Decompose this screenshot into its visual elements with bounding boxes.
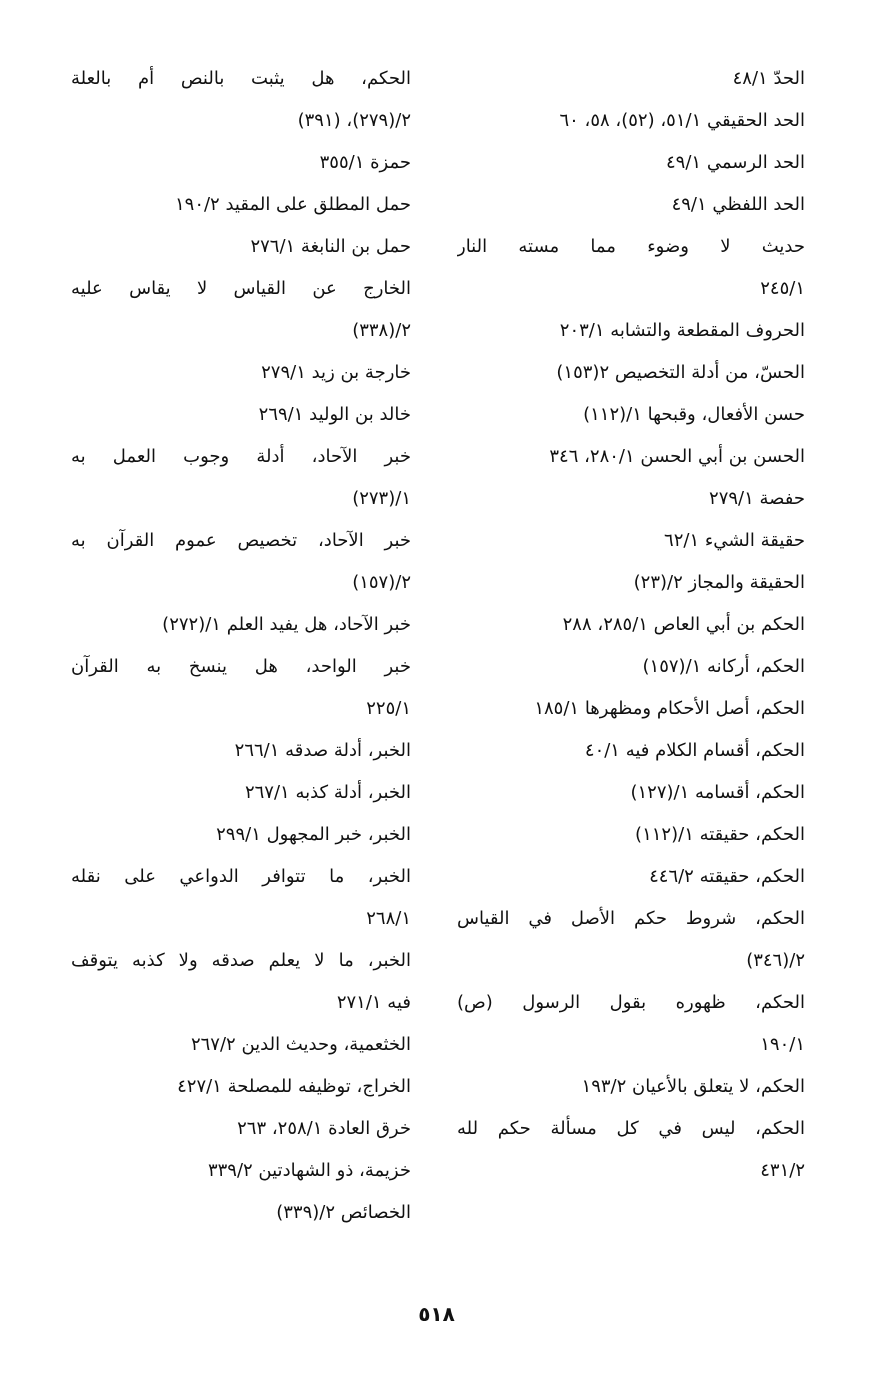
index-entry-line: الحد اللفظي ٤٩/١ <box>671 194 805 215</box>
index-entry-line: خرق العادة ٢٥٨/١، ٢٦٣ <box>237 1118 411 1139</box>
index-entry-line: الحكم، ليس في كل مسألة حكم لله <box>457 1118 805 1139</box>
index-entry-line: الحسن بن أبي الحسن ٢٨٠/١، ٣٤٦ <box>549 446 805 467</box>
index-entry-line: الحقيقة والمجاز ٢/(٢٣) <box>633 572 805 593</box>
index-entry-line: الخبر، خبر المجهول ٢٩٩/١ <box>216 824 411 845</box>
index-entry-line: خبر الآحاد، تخصيص عموم القرآن به <box>71 530 411 551</box>
index-entry-line: ٢/(١٥٧) <box>352 572 411 593</box>
index-entry-line: الحكم بن أبي العاص ٢٨٥/١، ٢٨٨ <box>562 614 805 635</box>
index-entry-line: حفصة ٢٧٩/١ <box>709 488 805 509</box>
index-column-right <box>457 58 805 1192</box>
index-entry-line: الخثعمية، وحديث الدين ٢٦٧/٢ <box>190 1034 411 1055</box>
index-entry-line: الخراج، توظيفه للمصلحة ٤٢٧/١ <box>177 1076 411 1097</box>
index-entry-line: الحكم، ظهوره بقول الرسول (ص) <box>457 992 805 1013</box>
index-entry-line: الحكم، لا يتعلق بالأعيان ١٩٣/٢ <box>581 1076 805 1097</box>
index-entry-line: خالد بن الوليد ٢٦٩/١ <box>258 404 411 425</box>
index-entry-line: خبر الآحاد، أدلة وجوب العمل به <box>71 446 411 467</box>
index-entry-line: الحد الرسمي ٤٩/١ <box>666 152 805 173</box>
index-entry-line: الخبر، أدلة صدقه ٢٦٦/١ <box>234 740 411 761</box>
index-entry-line: الحروف المقطعة والتشابه ٢٠٣/١ <box>559 320 805 341</box>
index-entry-line: ٢/(٣٤٦) <box>746 950 805 971</box>
index-entry-line: ٢٦٨/١ <box>366 908 411 929</box>
index-entry-line: الخبر، ما تتوافر الدواعي على نقله <box>71 866 411 887</box>
index-entry-line: خبر الآحاد، هل يفيد العلم ١/(٢٧٢) <box>162 614 411 635</box>
index-entry-line: خزيمة، ذو الشهادتين ٣٣٩/٢ <box>207 1160 411 1181</box>
index-entry-line: ٢٢٥/١ <box>366 698 411 719</box>
index-entry-line: الحسّ، من أدلة التخصيص ٢(١٥٣) <box>556 362 805 383</box>
index-entry-line: ١٩٠/١ <box>760 1034 805 1055</box>
index-entry-line: الحكم، أقسام الكلام فيه ٤٠/١ <box>584 740 805 761</box>
index-entry-line: الحكم، أصل الأحكام ومظهرها ١٨٥/١ <box>534 698 805 719</box>
index-entry-line: الحكم، أقسامه ١/(١٢٧) <box>630 782 805 803</box>
index-entry-line: الحكم، حقيقته ١/(١١٢) <box>635 824 805 845</box>
index-entry-line: الخبر، أدلة كذبه ٢٦٧/١ <box>244 782 411 803</box>
index-entry-line: الخصائص ٢/(٣٣٩) <box>276 1202 411 1223</box>
index-entry-line: حديث لا وضوء مما مسته النار <box>457 236 805 257</box>
index-entry-line: ٤٣١/٢ <box>760 1160 805 1181</box>
index-entry-line: حقيقة الشيء ٦٢/١ <box>664 530 805 551</box>
index-entry-line: الحد الحقيقي ٥١/١، (٥٢)، ٥٨، ٦٠ <box>559 110 805 131</box>
index-entry-line: الحكم، حقيقته ٤٤٦/٢ <box>649 866 805 887</box>
index-entry-line: ٢/(٣٣٨) <box>352 320 411 341</box>
index-entry-line: ٢٤٥/١ <box>760 278 805 299</box>
index-entry-line: حسن الأفعال، وقبحها ١/(١١٢) <box>583 404 805 425</box>
index-entry-line: ٢/(٢٧٩)، (٣٩١) <box>297 110 411 131</box>
index-entry-line: خارجة بن زيد ٢٧٩/١ <box>261 362 411 383</box>
index-entry-line: فيه ٢٧١/١ <box>336 992 411 1013</box>
index-entry-line: الحكم، أركانه ١/(١٥٧) <box>642 656 805 677</box>
index-entry-line: خبر الواحد، هل ينسخ به القرآن <box>71 656 411 677</box>
index-entry-line: ١/(٢٧٣) <box>352 488 411 509</box>
index-entry-line: الحكم، هل يثبت بالنص أم بالعلة <box>71 68 411 89</box>
index-entry-line: الخارج عن القياس لا يقاس عليه <box>71 278 411 299</box>
index-entry-line: حمل المطلق على المقيد ١٩٠/٢ <box>174 194 411 215</box>
index-entry-line: الخبر، ما لا يعلم صدقه ولا كذبه يتوقف <box>71 950 411 971</box>
index-entry-line: حمل بن النابغة ٢٧٦/١ <box>250 236 411 257</box>
index-column-left <box>71 58 411 1234</box>
index-entry-line: حمزة ٣٥٥/١ <box>319 152 411 173</box>
index-entry-line: الحدّ ٤٨/١ <box>732 68 805 89</box>
index-entry-line: الحكم، شروط حكم الأصل في القياس <box>457 908 805 929</box>
page-number: ٥١٨ <box>418 1302 455 1326</box>
